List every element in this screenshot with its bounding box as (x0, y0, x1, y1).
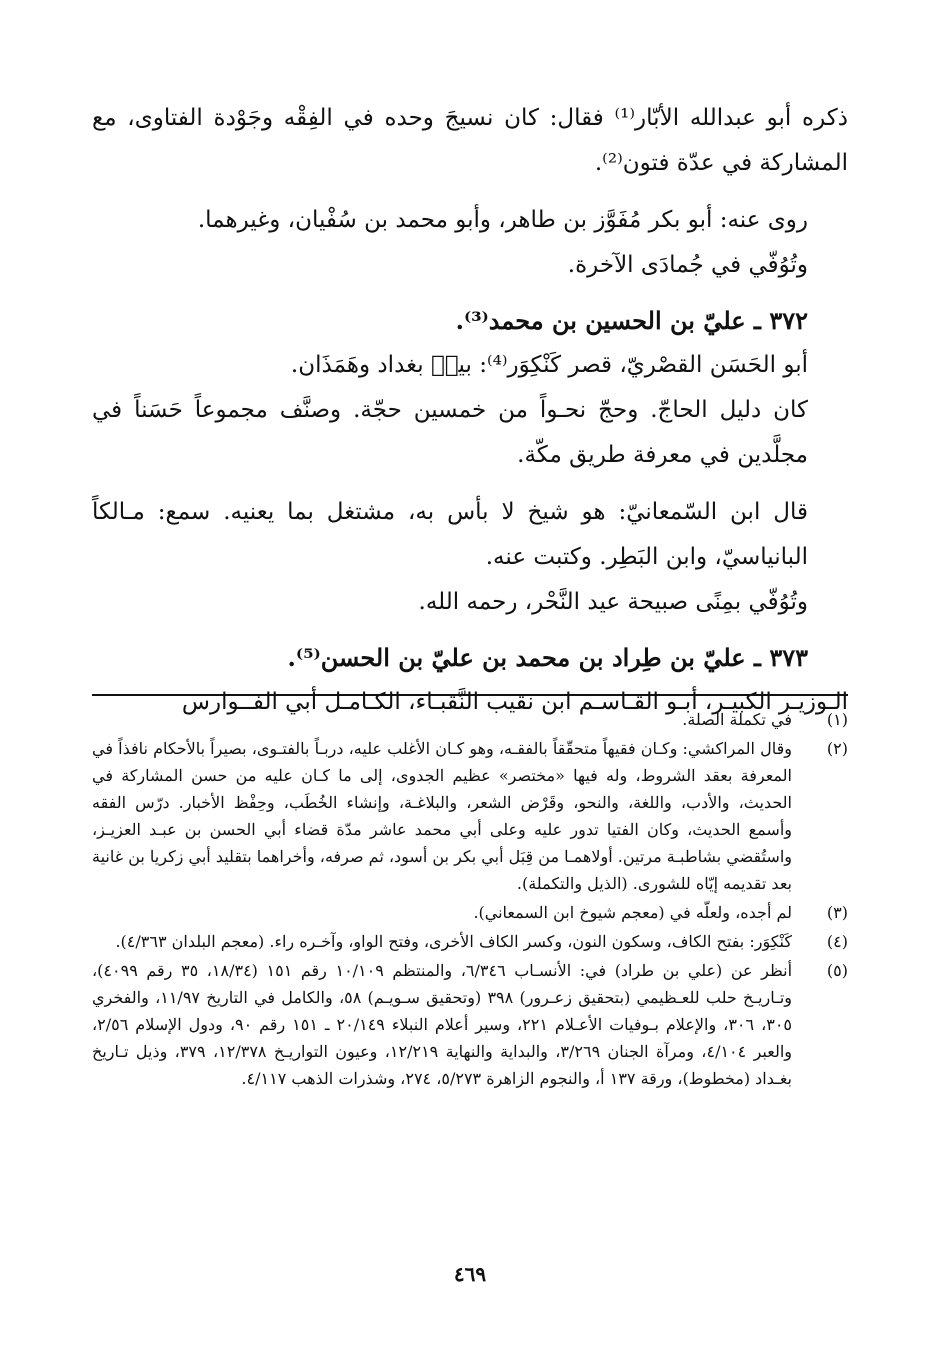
body-paragraph: قال ابن السّمعانيّ: هو شيخ لا بأس به، مشتغل بما يعنيه. سمع: مـالكاً البانياسيّ، وابن البَطِر. وكتبت عنه. (92, 499, 808, 570)
footnote-text: وقال المراكشي: وكـان فقيهاً متحقّقاً بالفقـه، وهو كـان الأغلب عليه، دربـاً بالفتـوى، بصيراً بالأحكام نافذاً في المعرفة بعقد الشروط، وله فيها «مختصر» عظيم الجدوى، إلى ما كـان عليه من حسن المشاركة في الحديث، والأدب، واللغة، والنحو، وقَرْض الشعر، والبلاغـة، وإنشاء الخُطَب، وحِفْظ الأخبار. درّس الفقه وأسمع الحديث، وكان الفتيا تدور عليه وعلى أبي محمد عاشر مدّة قضاء أبي الحسن بن عبـد العزيـز، واستُقضي بشاطبـة مرتين. أولاهمـا من قِبَل أبي بكر بن أسود، ثم صرفه، وأخراهما بتقليد أبي زكريا بن غانية بعد تقديمه إيّاه للشورى. (الذيل والتكملة). (92, 739, 792, 893)
footnotes (92, 706, 848, 1094)
footnote (92, 928, 848, 955)
body-paragraph: أبو الحَسَن القصْريّ، قصر كَنْكِوَر⁽⁴⁾: بينٙ بغداد وهَمَذَان. (290, 352, 808, 378)
main-text (92, 96, 848, 725)
footnote-text: أنظر عن (علي بن طراد) في: الأنسـاب ٦/٣٤٦، والمنتظم ١٠/١٠٩ رقم ١٥١ (١٨/٣٤، ٣٥ رقم ٤٠٩٩)، وتـاريـخ حلب للعـظيمي (بتحقيق زعـرور) ٣٩٨ (وتحقيق سـويـم) ٥٨، والكامل في التاريخ ١١/٩٧، والفخري ٣٠٥، ٣٠٦، والإعلام بـوفيات الأعـلام ٢٢١، وسير أعلام النبلاء ٢٠/١٤٩ ـ ١٥١ رقم ٩٠، ودول الإسلام ٢/٥٦، والعبر ٤/١٠٤، ومرآة الجنان ٣/٢٦٩، والبداية والنهاية ١٢/٢١٩، وعيون التواريـخ ١٢/٣٧٨، ٣٧٩، وذيل تـاريخ بغـداد (مخطوط)، ورقة ١٣٧ أ، والنجوم الزاهرة ٥/٢٧٣، ٢٧٤، وشذرات الذهب ٤/١١٧. (92, 961, 793, 1088)
footnote-divider (92, 694, 848, 696)
body-paragraph: روى عنه: أبو بكر مُفَوَّز بن طاهر، وأبو محمد بن سُفْيان، وغيرهما. (197, 207, 808, 233)
footnote (92, 735, 848, 897)
footnote-text: كَنْكِوَر: بفتح الكاف، وسكون النون، وكسر الكاف الأخرى، وفتح الواو، وآخـره راء. (معجم البلدان ٤/٣٦٣). (115, 932, 792, 951)
page-number: ٤٦٩ (453, 1262, 487, 1286)
footnote-number: (٣) (826, 903, 848, 922)
footnote-number: (١) (826, 710, 848, 729)
footnote (92, 957, 848, 1092)
footnote-text: لم أجده، ولعلّه في (معجم شيوخ ابن السمعاني). (473, 903, 792, 922)
footnote-number: (٤) (826, 932, 848, 951)
entry-title-373: ٣٧٣ ـ عليّ بن طِراد بن محمد بن عليّ بن الحسن⁽⁵⁾. (287, 643, 808, 672)
body-paragraph: كان دليل الحاجّ. وحجّ نحـواً من خمسين حجّة. وصنَّف مجموعاً حَسَناً في مجلَّدين في معرفة طريق مكّة. (92, 397, 808, 468)
entry-title-372: ٣٧٢ ـ عليّ بن الحسين بن محمد⁽³⁾. (455, 306, 808, 335)
body-paragraph: وتُوُفّي بمِنًى صبيحة عيد النَّحْر، رحمه الله. (418, 589, 808, 615)
footnote (92, 706, 848, 733)
footnote-text: في تكملة الصلة. (682, 710, 792, 729)
footnote (92, 899, 848, 926)
footnote-number: (٥) (826, 961, 848, 980)
body-paragraph: وتُوُفّي في جُمادَى الآخرة. (567, 252, 808, 278)
footnote-number: (٢) (826, 739, 848, 758)
body-paragraph: الـوزيـر الكبيـر، أبـو القـاسـم ابن نقيب النَّقبـاء، الكـامـل أبي الفــوارس (181, 689, 848, 715)
body-paragraph: ذكره أبو عبدالله الأبّار⁽¹⁾ فقال: كان نسيجَ وحده في الفِقْه وجَوْدة الفتاوى، مع المشاركة في عدّة فتون⁽²⁾. (92, 105, 848, 176)
